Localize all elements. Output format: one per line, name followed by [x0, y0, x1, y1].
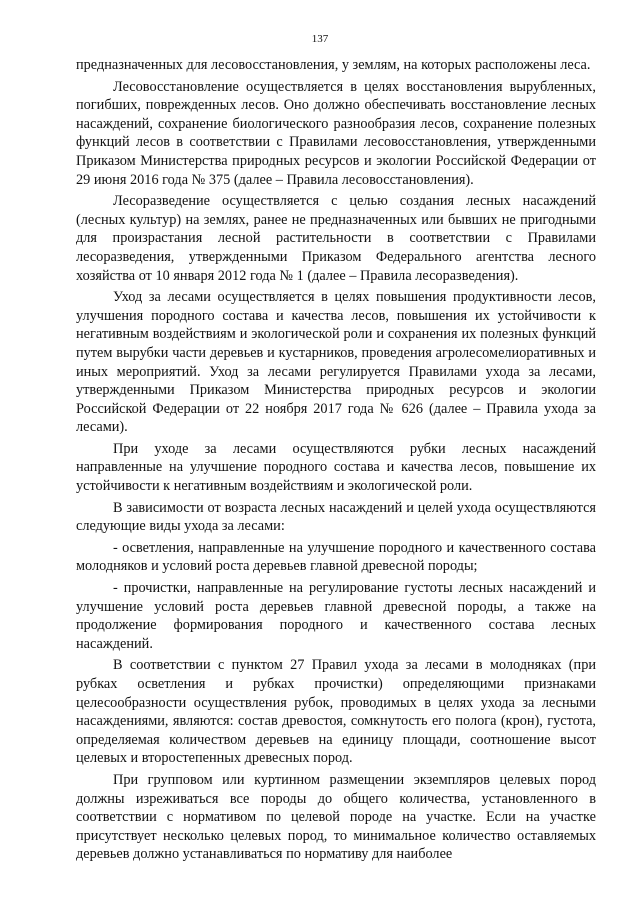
paragraph: В соответствии с пунктом 27 Правил ухода за лесами в молодняках (при рубках осветления и рубках прочистки) определяющими признаками целесообразности осуществления рубок, проводимых в целях ухода за лесными насаждениями, являются: состав древостоя, сомкнутость его полога (крон), густота, определяемая количеством деревьев на единицу площади, соотношение высот целевых и второстепенных древесных пород.: [76, 657, 596, 767]
page-number: 137: [311, 33, 329, 45]
body-text: [76, 56, 596, 867]
list-item: - осветления, направленные на улучшение породного и качественного состава молодняков и условий роста деревьев главной древесной породы;: [76, 539, 596, 575]
paragraph: предназначенных для лесовосстановления, у землям, на которых расположены леса.: [76, 57, 591, 73]
paragraph: Лесовосстановление осуществляется в целях восстановления вырубленных, погибших, поврежденных лесов. Оно должно обеспечивать восстановление лесных насаждений, сохранение биологического разнообразия лесов, сохранение полезных функций лесов в соответствии с Правилами лесовосстановления, утвержденными Приказом Министерства природных ресурсов и экологии Российской Федерации от 29 июня 2016 года № 375 (далее – Правила лесовосстановления).: [76, 78, 596, 188]
paragraph: При групповом или куртинном размещении экземпляров целевых пород должны изреживаться все породы до общего количества, установленного в соответствии с нормативом по целевой породе на участке. Если на участке присутствует несколько целевых пород, то минимальное количество оставляемых деревьев должно устанавливаться по нормативу для наиболее: [76, 771, 596, 863]
paragraph: Лесоразведение осуществляется с целью создания лесных насаждений (лесных культур) на землях, ранее не предназначенных или бывших не пригодными для произрастания лесной растительности в соответствии с Правилами лесоразведения, утвержденными Приказом Федерального агентства лесного хозяйства от 10 января 2012 года № 1 (далее – Правила лесоразведения).: [76, 193, 596, 284]
paragraph: В зависимости от возраста лесных насаждений и целей ухода осуществляются следующие виды ухода за лесами:: [76, 499, 596, 535]
list-item: - прочистки, направленные на регулирование густоты лесных насаждений и улучшение условий роста деревьев главной древесной породы, а также на продолжение формирования породного и качественного состава лесных насаждений.: [76, 580, 596, 652]
paragraph: При уходе за лесами осуществляются рубки лесных насаждений направленные на улучшение породного состава и качества лесов, повышение их устойчивости к негативным воздействиям и экологической роли.: [76, 440, 596, 495]
paragraph: Уход за лесами осуществляется в целях повышения продуктивности лесов, улучшения породного состава и качества лесов, повышения их устойчивости к негативным воздействиям и экологической роли и сохранения их полезных функций путем вырубки части деревьев и кустарников, проведения агролесомелиоративных и иных мероприятий. Уход за лесами регулируется Правилами ухода за лесами, утвержденными Приказом Министерства природных ресурсов и экологии Российской Федерации от 22 ноября 2017 года № 626 (далее – Правила ухода за лесами).: [76, 289, 596, 436]
